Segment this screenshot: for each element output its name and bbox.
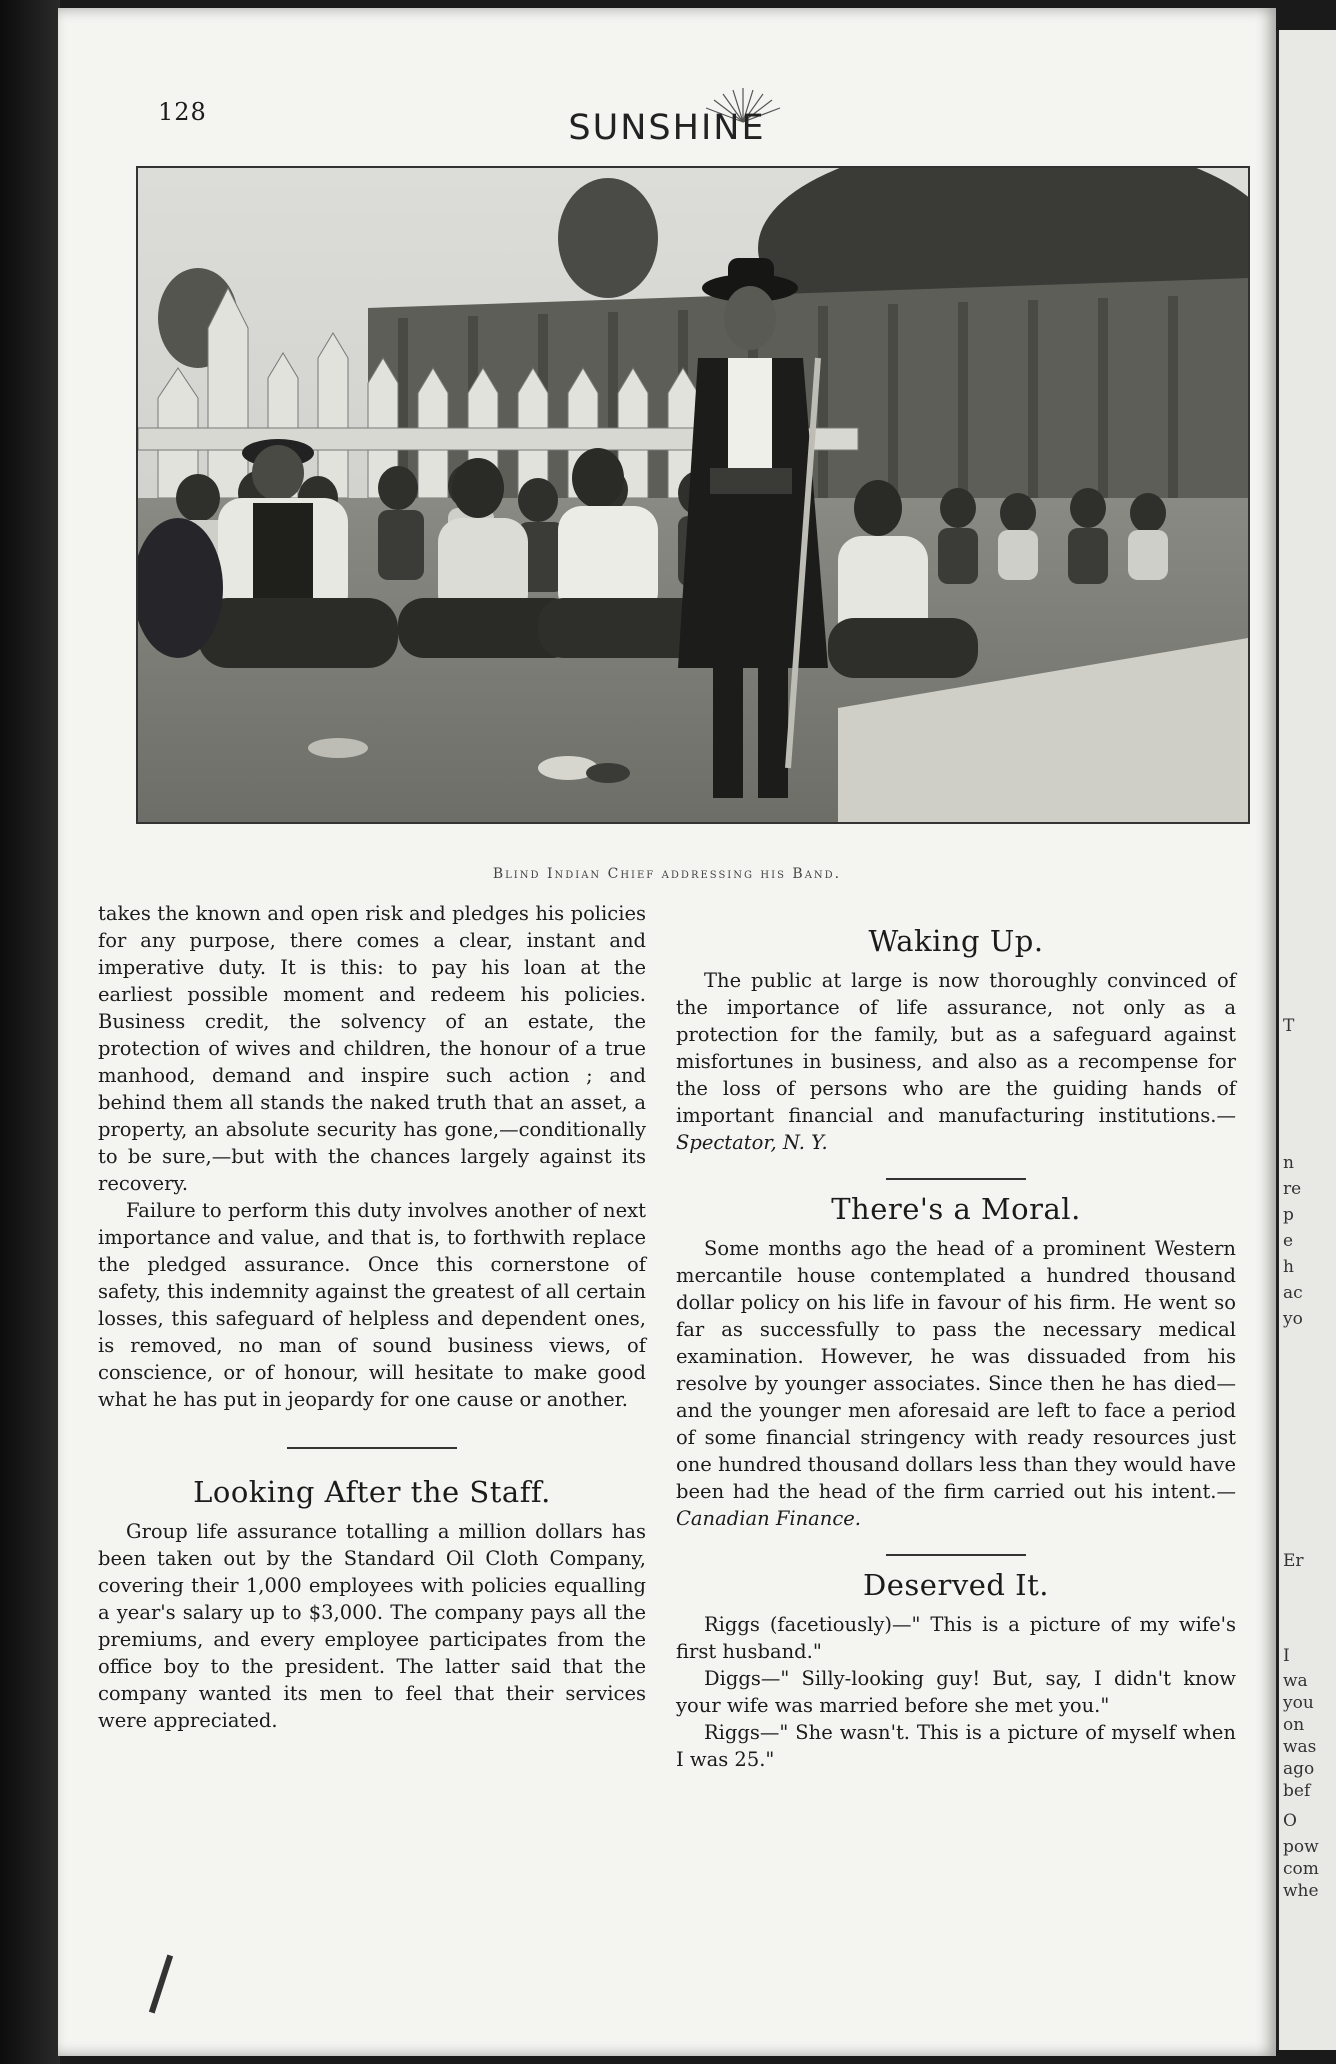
fragment: n [1283,1153,1294,1173]
fragment: yo [1283,1309,1303,1329]
magazine-page [58,8,1276,2056]
dialogue-line: Diggs—" Silly-looking guy! But, say, I didn't know your wife was married before she met you." [676,1667,1236,1717]
waking-text: The public at large is now thoroughly convinced of the importance of life assurance, not only as a protection for the family, but as a safeguard against misfortunes in business, and also as a recompense for the loss of persons who are the guiding hands of important financial and manufacturing institutions. [676,969,1236,1127]
fragment: O [1283,1811,1297,1831]
paragraph-waking-up [676,967,1236,1156]
masthead-title: SUNSHINE [568,108,766,148]
fragment: T [1283,1016,1295,1036]
fragment: p [1283,1205,1294,1225]
page-number: 128 [158,98,207,126]
paragraph-moral [676,1235,1236,1532]
fragment: pow [1283,1837,1319,1857]
left-column [98,900,646,1734]
fragment: ago [1283,1759,1315,1779]
dialogue-line: Riggs (facetiously)—" This is a picture of my wife's first husband." [676,1613,1236,1663]
fragment: was [1283,1737,1317,1757]
fragment: wa [1283,1671,1308,1691]
pen-mark [149,1955,173,2014]
section-divider [886,1178,1026,1180]
fragment: h [1283,1257,1294,1277]
fragment: you [1283,1693,1314,1713]
dialogue-line: Riggs—" She wasn't. This is a picture of myself when I was 25." [676,1721,1236,1771]
heading-deserved-it: Deserved It. [863,1568,1049,1602]
paragraph: Failure to perform this duty involves another of next importance and value, and that is, to forthwith replace the pledged assurance. Once this cornerstone of safety, this indemnity against the greatest of all certain losses, this safeguard of helpless and dependent ones, is removed, no man of sound business views, of conscience, or of honour, will hesitate to make good what he has put in jeopardy for one cause or another. [98,1199,646,1411]
fragment: com [1283,1859,1319,1879]
fragment: whe [1283,1881,1319,1901]
fragment: bef [1283,1781,1311,1801]
photo-caption: Blind Indian Chief addressing his Band. [492,866,842,882]
source-canadian-finance: —Canadian Finance. [676,1480,1236,1530]
section-divider [287,1447,457,1449]
source-spectator: —Spectator, N. Y. [676,1104,1236,1154]
adjacent-page-edge [1276,30,1336,2050]
fragment: e [1283,1231,1294,1251]
heading-looking-after-staff: Looking After the Staff. [193,1475,551,1509]
right-column [676,924,1236,1773]
scan-border-left [0,0,60,2064]
fragment: re [1283,1179,1302,1199]
paragraph-continued: takes the known and open risk and pledges his policies for any purpose, there comes a clear, instant and imperative duty. It is this: to pay his loan at the earliest possible moment and redeem his policies. Business credit, the solvency of an estate, the protection of wives and children, the honour of a true manhood, demand and inspire such action ; and behind them all stands the naked truth that an asset, a property, an absolute security has gone,—conditionally to be sure,—but with the chances largely against its recovery. [98,902,646,1195]
moral-text: Some months ago the head of a prominent Western mercantile house contemplated a hundred thousand dollar policy on his life in favour of his firm. He went so far as successfully to pass the necessary medical examination. However, he was dissuaded from his resolve by younger associates. Since then he has died—and the younger men aforesaid are left to face a period of some financial stringency with ready resources just one hundred thousand dollars less than they would have been had the head of the firm carried out his intent. [676,1237,1236,1503]
fragment: ac [1283,1283,1303,1303]
fragment: Er [1283,1551,1304,1571]
heading-theres-a-moral: There's a Moral. [831,1192,1081,1226]
photograph-chief-addressing-band [136,166,1250,824]
section-divider [886,1554,1026,1556]
paragraph-staff: Group life assurance totalling a million dollars has been taken out by the Standard Oil Cloth Company, covering their 1,000 employees with policies equalling a year's salary up to $3,000. The company pays all the premiums, and every employee participates from the office boy to the president. The latter said that the company wanted its men to feel that their services were appreciated. [98,1520,646,1732]
fragment: on [1283,1715,1305,1735]
fragment: I [1283,1646,1290,1666]
heading-waking-up: Waking Up. [868,924,1044,958]
